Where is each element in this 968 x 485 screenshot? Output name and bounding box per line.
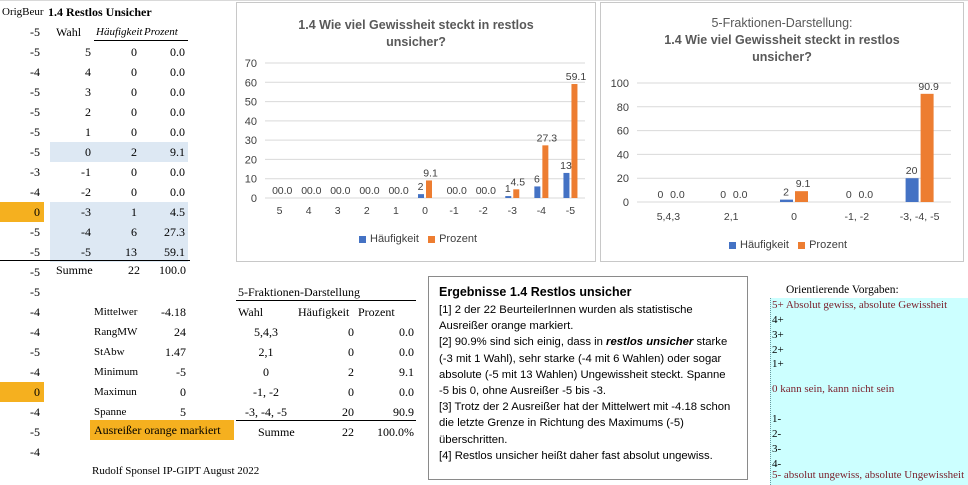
fraktion-col-prozent: Prozent: [358, 305, 395, 319]
y-tick-label: 40: [244, 115, 257, 128]
stat-value: -5: [176, 365, 186, 379]
bar-prozent: [795, 191, 808, 202]
vorgabe-item: 2-: [772, 428, 782, 440]
fraktion-wahl: -1, -2: [253, 385, 279, 399]
chart2-title-line2: 1.4 Wie viel Gewissheit steckt in restlos: [664, 33, 900, 47]
row-wahl: -1: [81, 165, 91, 179]
row-prozent: 0.0: [170, 165, 185, 179]
x-tick-label: 0: [791, 211, 797, 223]
y-tick-label: 80: [616, 101, 629, 114]
bar-prozent: [571, 84, 577, 198]
origbeur-cell: -4: [30, 445, 40, 459]
y-tick-label: 0: [622, 197, 629, 209]
row-haeufigkeit: 0: [131, 165, 137, 179]
x-tick-label: -4: [536, 205, 547, 217]
row-prozent: 0.0: [170, 185, 185, 199]
data-label: 0: [359, 185, 366, 197]
data-label: 27.3: [536, 132, 558, 145]
origbeur-cell: -4: [30, 325, 40, 339]
fraktion-p: 9.1: [399, 365, 414, 379]
row-wahl: 3: [85, 85, 91, 99]
ergebnisse-p2-b: starke (-3 mit 1 Wahl), sehr starke (-4 mit 6 Wahlen) oder sogar absolute (-5 mit 13 Wahlen) Ungewissheit steckt. Spanne -5 bis 0, ohne Ausreißer -5 bis -3.: [439, 336, 728, 398]
data-label: 9.1: [795, 178, 811, 191]
col-prozent-header: Prozent: [144, 26, 178, 38]
stat-label: Maximun: [94, 386, 137, 398]
chart2-title-line3: unsicher?: [752, 50, 812, 64]
row-prozent: 0.0: [170, 105, 185, 119]
row-haeufigkeit: 13: [94, 242, 140, 262]
chart-fraktionen: [600, 2, 964, 262]
y-tick-label: 20: [616, 173, 629, 186]
ergebnisse-p2-a: [2] 90.9% sind sich einig, dass in: [439, 336, 607, 349]
legend-haeufigkeit: Häufigkeit: [370, 233, 419, 245]
x-tick-label: -1: [449, 205, 459, 217]
data-label: 0.0: [670, 189, 685, 201]
origbeur-cell: -5: [30, 345, 40, 359]
x-tick-label: 4: [305, 205, 312, 217]
fraktion-h: 20: [342, 405, 354, 419]
summe-prozent: 100.0: [159, 263, 186, 277]
fraktion-wahl: 5,4,3: [254, 325, 278, 339]
x-tick-label: -5: [565, 205, 576, 217]
vorgabe-item: 3-: [772, 443, 782, 455]
fraktion-summe-p: 100.0%: [377, 425, 414, 439]
ergebnisse-p2-emph: restlos unsicher: [606, 336, 694, 349]
legend2-haeufigkeit: Häufigkeit: [740, 239, 789, 251]
data-label: 59.1: [565, 71, 587, 84]
ergebnisse-p4: [4] Restlos unsicher heißt daher fast absolut ungewiss.: [439, 449, 713, 462]
vorgaben-title: Orientierende Vorgaben:: [786, 284, 899, 296]
col-wahl-header: Wahl: [56, 25, 82, 39]
fraktion-summe-h: 22: [342, 425, 354, 439]
data-label: 0: [845, 189, 852, 201]
vorgabe-item: 5- absolut ungewiss, absolute Ungewissheit: [772, 469, 965, 481]
fraktion-wahl: -3, -4, -5: [245, 405, 287, 419]
data-label: 0.0: [365, 185, 380, 197]
vorgabe-item: 4-: [772, 458, 782, 470]
data-label: 0: [657, 189, 664, 201]
bar-prozent: [513, 189, 519, 198]
data-label: 9.1: [423, 167, 438, 180]
fraktion-p: 0.0: [399, 325, 414, 339]
data-label: 0.0: [394, 185, 409, 197]
origbeur-cell: -5: [30, 265, 40, 279]
origbeur-cell: 0: [0, 202, 44, 222]
chart2-title-line1: 5-Fraktionen-Darstellung:: [711, 16, 853, 30]
data-label: 2: [417, 181, 424, 194]
data-label: 0.0: [335, 185, 351, 197]
y-tick-label: 40: [616, 149, 629, 162]
bar-haeufigkeit: [906, 178, 919, 202]
vorgabe-item: 0 kann sein, kann nicht sein: [772, 383, 895, 395]
origbeur-cell: -5: [30, 105, 40, 119]
data-label: 20: [905, 165, 918, 178]
data-label: 0: [330, 185, 337, 197]
data-label: 0: [446, 185, 453, 197]
chart2-plot: [601, 3, 963, 261]
stat-value: 0: [180, 385, 186, 399]
row-prozent: 9.1: [140, 142, 188, 162]
data-label: 0.0: [732, 189, 748, 201]
fraktion-h: 2: [348, 365, 354, 379]
stat-label: Minimum: [94, 366, 139, 378]
origbeur-cell: -4: [30, 365, 40, 379]
summe-label: Summe: [56, 263, 93, 277]
table-title: 1.4 Restlos Unsicher: [48, 5, 152, 19]
data-label: 2: [783, 186, 789, 199]
vorgabe-item: 1+: [772, 358, 784, 370]
stat-value: -4.18: [161, 305, 186, 319]
legend-blue-swatch: [359, 236, 366, 243]
x-tick-label: 0: [422, 205, 428, 217]
ausreisser-label: Ausreißer orange markiert: [90, 420, 234, 440]
stat-label: RangMW: [94, 326, 138, 338]
stat-value: 24: [174, 325, 186, 339]
fraktion-h: 0: [348, 385, 354, 399]
data-label: 1: [504, 183, 511, 196]
data-label: 0: [475, 185, 482, 197]
row-haeufigkeit: 0: [131, 65, 137, 79]
row-wahl: -4: [50, 222, 94, 242]
stat-label: StAbw: [94, 346, 125, 358]
data-label: 4.5: [510, 176, 526, 189]
x-tick-label: -2: [478, 205, 488, 217]
data-label: 0: [388, 185, 395, 197]
x-tick-label: 5,4,3: [656, 211, 681, 223]
origbeur-cell: -5: [30, 45, 40, 59]
data-label: 0: [272, 185, 278, 197]
x-tick-label: 2,1: [723, 211, 739, 223]
row-prozent: 0.0: [170, 45, 185, 59]
stat-label: Mittelwer: [94, 306, 138, 318]
data-label: 0: [720, 189, 727, 201]
origbeur-cell: -5: [30, 425, 40, 439]
y-tick-label: 70: [244, 58, 257, 70]
row-wahl: 1: [85, 125, 91, 139]
bar-prozent: [921, 94, 934, 202]
x-tick-label: -3: [507, 205, 517, 217]
ergebnisse-p2: [439, 334, 737, 399]
row-wahl: 4: [85, 65, 91, 79]
data-label: 0.0: [452, 185, 467, 197]
fraktion-title: 5-Fraktionen-Darstellung: [238, 285, 360, 299]
vorgabe-item: 4+: [772, 314, 784, 326]
data-label: 6: [533, 173, 540, 186]
summe-haeufigkeit: 22: [128, 263, 140, 277]
y-tick-label: 0: [250, 193, 257, 205]
legend-orange-swatch: [428, 236, 435, 243]
row-prozent: 59.1: [140, 242, 188, 262]
bar-prozent: [426, 180, 432, 198]
origbeur-cell: -3: [30, 165, 40, 179]
y-tick-label: 100: [610, 78, 629, 90]
x-tick-label: 3: [334, 205, 341, 217]
chart1-title-line1: 1.4 Wie viel Gewissheit steckt in restlos: [298, 18, 534, 32]
row-prozent: 0.0: [170, 125, 185, 139]
legend2-prozent: Prozent: [809, 239, 848, 251]
row-wahl: 2: [85, 105, 91, 119]
y-tick-label: 60: [616, 125, 629, 138]
x-tick-label: 5: [276, 205, 283, 217]
row-prozent: 4.5: [140, 202, 188, 222]
fraktion-summe-label: Summe: [258, 425, 295, 439]
origbeur-cell: -4: [30, 405, 40, 419]
fraktion-wahl: 0: [263, 365, 269, 379]
row-haeufigkeit: 0: [131, 85, 137, 99]
x-tick-label: -1, -2: [844, 211, 870, 223]
ergebnisse-title: Ergebnisse 1.4 Restlos unsicher: [439, 285, 632, 299]
origbeur-cell: -5: [30, 225, 40, 239]
row-haeufigkeit: 1: [94, 202, 140, 222]
ergebnisse-p3: [3] Trotz der 2 Ausreißer hat der Mittelwert mit -4.18 schon die letzte Grenze in Richtung des Maximums (-5) überschritten.: [439, 401, 731, 446]
origbeur-cell: -4: [30, 185, 40, 199]
x-tick-label: 2: [363, 205, 370, 217]
origbeur-cell: -5: [30, 25, 40, 39]
row-haeufigkeit: 0: [131, 45, 137, 59]
row-prozent: 27.3: [140, 222, 188, 242]
y-tick-label: 30: [244, 135, 257, 148]
chart-restlos-unsicher: [236, 2, 596, 262]
stat-value: 5: [180, 405, 186, 419]
y-tick-label: 60: [244, 77, 257, 90]
ergebnisse-textbox: [428, 276, 748, 480]
y-tick-label: 20: [244, 154, 257, 167]
bar-haeufigkeit: [780, 200, 793, 202]
data-label: 0: [301, 185, 308, 197]
row-wahl: 0: [50, 142, 94, 162]
legend2-orange-swatch: [798, 242, 805, 249]
chart1-legend: [359, 233, 477, 245]
data-label: 90.9: [918, 80, 939, 93]
vorgabe-item: 5+ Absolut gewiss, absolute Gewissheit: [772, 299, 948, 311]
chart1-title-line2: unsicher?: [386, 35, 446, 49]
chart1-plot: [237, 3, 595, 261]
row-wahl: -5: [50, 242, 94, 262]
vorgabe-item: 3+: [772, 329, 784, 341]
row-wahl: -3: [50, 202, 94, 222]
footer-author: Rudolf Sponsel IP-GIPT August 2022: [92, 465, 260, 477]
col-haeufigkeit-header: Häufigkeit: [96, 26, 143, 38]
fraktion-p: 90.9: [393, 405, 414, 419]
origbeur-cell: -4: [30, 65, 40, 79]
data-label: 0.0: [858, 189, 874, 201]
fraktion-col-wahl: Wahl: [238, 305, 264, 319]
legend2-blue-swatch: [729, 242, 736, 249]
bar-haeufigkeit: [505, 196, 511, 198]
col-origbeur-header: OrigBeur: [2, 6, 44, 18]
vorgabe-item: 2+: [772, 344, 784, 356]
fraktion-col-haeufigkeit: Häufigkeit: [298, 305, 350, 319]
row-prozent: 0.0: [170, 85, 185, 99]
y-tick-label: 50: [244, 96, 257, 109]
data-label: 0.0: [306, 185, 322, 197]
bar-haeufigkeit: [534, 186, 540, 198]
origbeur-cell: -5: [30, 285, 40, 299]
row-wahl: 5: [85, 45, 91, 59]
fraktion-h: 0: [348, 345, 354, 359]
data-label: 0.0: [277, 185, 293, 197]
origbeur-cell: -5: [30, 125, 40, 139]
bar-prozent: [542, 145, 548, 198]
fraktion-wahl: 2,1: [258, 345, 274, 359]
bar-haeufigkeit: [563, 173, 569, 198]
row-haeufigkeit: 0: [131, 185, 137, 199]
origbeur-cell: -5: [30, 145, 40, 159]
bar-haeufigkeit: [418, 194, 424, 198]
stat-label: Spanne: [94, 406, 127, 418]
row-wahl: -2: [81, 185, 91, 199]
origbeur-cell: 0: [0, 382, 44, 402]
row-haeufigkeit: 2: [94, 142, 140, 162]
data-label: 13: [560, 159, 572, 172]
fraktion-p: 0.0: [399, 385, 414, 399]
fraktion-p: 0.0: [399, 345, 414, 359]
ergebnisse-p1: [1] 2 der 22 BeurteilerInnen wurden als statistische Ausreißer orange markiert.: [439, 304, 693, 333]
vorgabe-item: 1-: [772, 413, 782, 425]
origbeur-cell: -5: [30, 245, 40, 259]
origbeur-cell: -4: [30, 305, 40, 319]
data-label: 0.0: [481, 185, 496, 197]
origbeur-cell: -5: [30, 85, 40, 99]
y-tick-label: 10: [244, 173, 257, 186]
row-haeufigkeit: 0: [131, 105, 137, 119]
row-haeufigkeit: 6: [94, 222, 140, 242]
stat-value: 1.47: [165, 345, 186, 359]
chart2-legend: [729, 239, 847, 251]
x-tick-label: -3, -4, -5: [899, 211, 940, 223]
legend-prozent: Prozent: [439, 233, 478, 245]
row-haeufigkeit: 0: [131, 125, 137, 139]
x-tick-label: 1: [392, 205, 399, 217]
fraktion-h: 0: [348, 325, 354, 339]
row-prozent: 0.0: [170, 65, 185, 79]
